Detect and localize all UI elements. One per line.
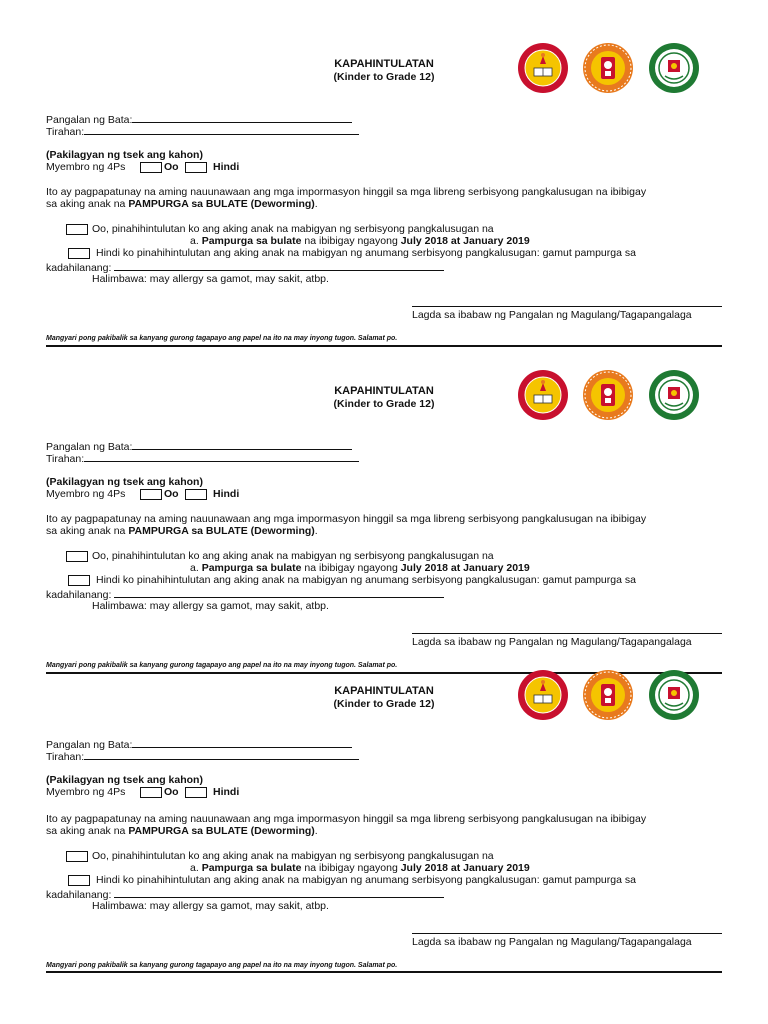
consent-no-text: Hindi ko pinahihintulutan ang aking anak na mabigyan ng anumang serbisyong pangkalusugan: gamut pampurga sa — [96, 247, 636, 259]
deped-seal-icon — [648, 669, 700, 721]
statement-period: . — [314, 825, 318, 837]
member-no-label: Hindi — [213, 161, 240, 173]
condition-field[interactable] — [114, 260, 444, 271]
statement-line-1: Ito ay pagpapatunay na aming nauunawaan ang mga impormasyon hinggil sa mga libreng serbisyong pangkalusugan na ibibigay — [46, 186, 647, 198]
item-prefix: a. — [190, 862, 202, 874]
example-text: Halimbawa: may allergy sa gamot, may sakit, atbp. — [92, 600, 329, 612]
statement-program: PAMPURGA sa BULATE (Deworming) — [128, 198, 315, 210]
deped-seal-icon — [648, 42, 700, 94]
statement-line-1: Ito ay pagpapatunay na aming nauunawaan ang mga impormasyon hinggil sa mga libreng serbisyong pangkalusugan na ibibigay — [46, 813, 647, 825]
division-seal-icon — [582, 369, 634, 421]
address-field[interactable] — [84, 124, 359, 135]
address-label: Tirahan: — [46, 751, 85, 763]
deped-seal-icon — [648, 369, 700, 421]
member-yes-checkbox[interactable] — [140, 489, 162, 500]
signature-line[interactable] — [412, 933, 722, 934]
member-label: Myembro ng 4Ps — [46, 488, 126, 500]
condition-label: kadahilanang: — [46, 262, 112, 274]
member-no-label: Hindi — [213, 488, 240, 500]
address-line — [46, 124, 359, 138]
item-name: Pampurga sa bulate — [201, 862, 302, 874]
item-middle: na ibibigay ngayong — [301, 562, 401, 574]
address-field[interactable] — [84, 749, 359, 760]
form-title: KAPAHINTULATAN — [334, 58, 434, 70]
consent-yes-text: Oo, pinahihintulutan ko ang aking anak na mabigyan ng serbisyong pangkalusugan na — [92, 850, 494, 862]
form-title: KAPAHINTULATAN — [334, 385, 434, 397]
member-yes-label: Oo — [164, 786, 179, 798]
item-dates: July 2018 at January 2019 — [400, 235, 530, 247]
item-dates: July 2018 at January 2019 — [400, 862, 530, 874]
form-subtitle: (Kinder to Grade 12) — [333, 698, 435, 710]
consent-form-3 — [0, 627, 768, 969]
consent-item — [190, 235, 530, 247]
signature-line[interactable] — [412, 306, 722, 307]
form-subtitle: (Kinder to Grade 12) — [333, 398, 435, 410]
check-instruction: (Pakilagyan ng tsek ang kahon) — [46, 774, 203, 786]
consent-form-2 — [0, 327, 768, 669]
child-name-field[interactable] — [132, 439, 352, 450]
child-name-label: Pangalan ng Bata: — [46, 114, 133, 126]
member-no-checkbox[interactable] — [185, 489, 207, 500]
address-field[interactable] — [84, 451, 359, 462]
form-footer: Mangyari pong pakibalik sa kanyang gurong tagapayo ang papel na ito na may inyong tugon. Salamat po. — [46, 335, 398, 342]
condition-line — [46, 260, 444, 274]
condition-line — [46, 587, 444, 601]
child-name-label: Pangalan ng Bata: — [46, 441, 133, 453]
condition-line — [46, 887, 444, 901]
division-seal-icon — [582, 42, 634, 94]
condition-field[interactable] — [114, 587, 444, 598]
member-no-checkbox[interactable] — [185, 787, 207, 798]
item-name: Pampurga sa bulate — [201, 235, 302, 247]
example-text: Halimbawa: may allergy sa gamot, may sakit, atbp. — [92, 273, 329, 285]
consent-form-1 — [0, 0, 768, 342]
statement-line-2 — [46, 825, 318, 837]
condition-field[interactable] — [114, 887, 444, 898]
signature-label: Lagda sa ibabaw ng Pangalan ng Magulang/Tagapangalaga — [412, 309, 692, 321]
member-label: Myembro ng 4Ps — [46, 161, 126, 173]
consent-yes-checkbox[interactable] — [66, 224, 88, 235]
consent-no-checkbox[interactable] — [68, 575, 90, 586]
consent-no-checkbox[interactable] — [68, 248, 90, 259]
consent-yes-text: Oo, pinahihintulutan ko ang aking anak na mabigyan ng serbisyong pangkalusugan na — [92, 550, 494, 562]
statement-line-1: Ito ay pagpapatunay na aming nauunawaan ang mga impormasyon hinggil sa mga libreng serbisyong pangkalusugan na ibibigay — [46, 513, 647, 525]
address-line — [46, 749, 359, 763]
child-name-label: Pangalan ng Bata: — [46, 739, 133, 751]
consent-yes-checkbox[interactable] — [66, 851, 88, 862]
signature-label: Lagda sa ibabaw ng Pangalan ng Magulang/Tagapangalaga — [412, 936, 692, 948]
statement-period: . — [314, 198, 318, 210]
consent-yes-text: Oo, pinahihintulutan ko ang aking anak na mabigyan ng serbisyong pangkalusugan na — [92, 223, 494, 235]
statement-program: PAMPURGA sa BULATE (Deworming) — [128, 525, 315, 537]
school-seal-icon — [517, 42, 569, 94]
member-yes-checkbox[interactable] — [140, 162, 162, 173]
statement-prefix: sa aking anak na — [46, 198, 129, 210]
condition-label: kadahilanang: — [46, 889, 112, 901]
member-yes-label: Oo — [164, 488, 179, 500]
signature-label: Lagda sa ibabaw ng Pangalan ng Magulang/Tagapangalaga — [412, 636, 692, 648]
item-middle: na ibibigay ngayong — [301, 862, 401, 874]
example-text: Halimbawa: may allergy sa gamot, may sakit, atbp. — [92, 900, 329, 912]
school-seal-icon — [517, 669, 569, 721]
consent-no-checkbox[interactable] — [68, 875, 90, 886]
form-divider — [46, 971, 722, 973]
check-instruction: (Pakilagyan ng tsek ang kahon) — [46, 476, 203, 488]
consent-item — [190, 562, 530, 574]
consent-item — [190, 862, 530, 874]
statement-line-2 — [46, 525, 318, 537]
statement-program: PAMPURGA sa BULATE (Deworming) — [128, 825, 315, 837]
consent-no-text: Hindi ko pinahihintulutan ang aking anak na mabigyan ng anumang serbisyong pangkalusugan: gamut pampurga sa — [96, 874, 636, 886]
form-footer: Mangyari pong pakibalik sa kanyang gurong tagapayo ang papel na ito na may inyong tugon. Salamat po. — [46, 662, 398, 669]
member-yes-checkbox[interactable] — [140, 787, 162, 798]
member-yes-label: Oo — [164, 161, 179, 173]
condition-label: kadahilanang: — [46, 589, 112, 601]
form-footer: Mangyari pong pakibalik sa kanyang gurong tagapayo ang papel na ito na may inyong tugon. Salamat po. — [46, 962, 398, 969]
member-label: Myembro ng 4Ps — [46, 786, 126, 798]
child-name-field[interactable] — [132, 737, 352, 748]
statement-line-2 — [46, 198, 318, 210]
consent-yes-checkbox[interactable] — [66, 551, 88, 562]
statement-period: . — [314, 525, 318, 537]
check-instruction: (Pakilagyan ng tsek ang kahon) — [46, 149, 203, 161]
statement-prefix: sa aking anak na — [46, 525, 129, 537]
address-label: Tirahan: — [46, 453, 85, 465]
item-prefix: a. — [190, 562, 202, 574]
school-seal-icon — [517, 369, 569, 421]
member-no-label: Hindi — [213, 786, 240, 798]
consent-no-text: Hindi ko pinahihintulutan ang aking anak na mabigyan ng anumang serbisyong pangkalusugan: gamut pampurga sa — [96, 574, 636, 586]
member-no-checkbox[interactable] — [185, 162, 207, 173]
item-name: Pampurga sa bulate — [201, 562, 302, 574]
statement-prefix: sa aking anak na — [46, 825, 129, 837]
item-middle: na ibibigay ngayong — [301, 235, 401, 247]
child-name-field[interactable] — [132, 112, 352, 123]
form-subtitle: (Kinder to Grade 12) — [333, 71, 435, 83]
item-dates: July 2018 at January 2019 — [400, 562, 530, 574]
form-title: KAPAHINTULATAN — [334, 685, 434, 697]
item-prefix: a. — [190, 235, 202, 247]
address-label: Tirahan: — [46, 126, 85, 138]
division-seal-icon — [582, 669, 634, 721]
address-line — [46, 451, 359, 465]
